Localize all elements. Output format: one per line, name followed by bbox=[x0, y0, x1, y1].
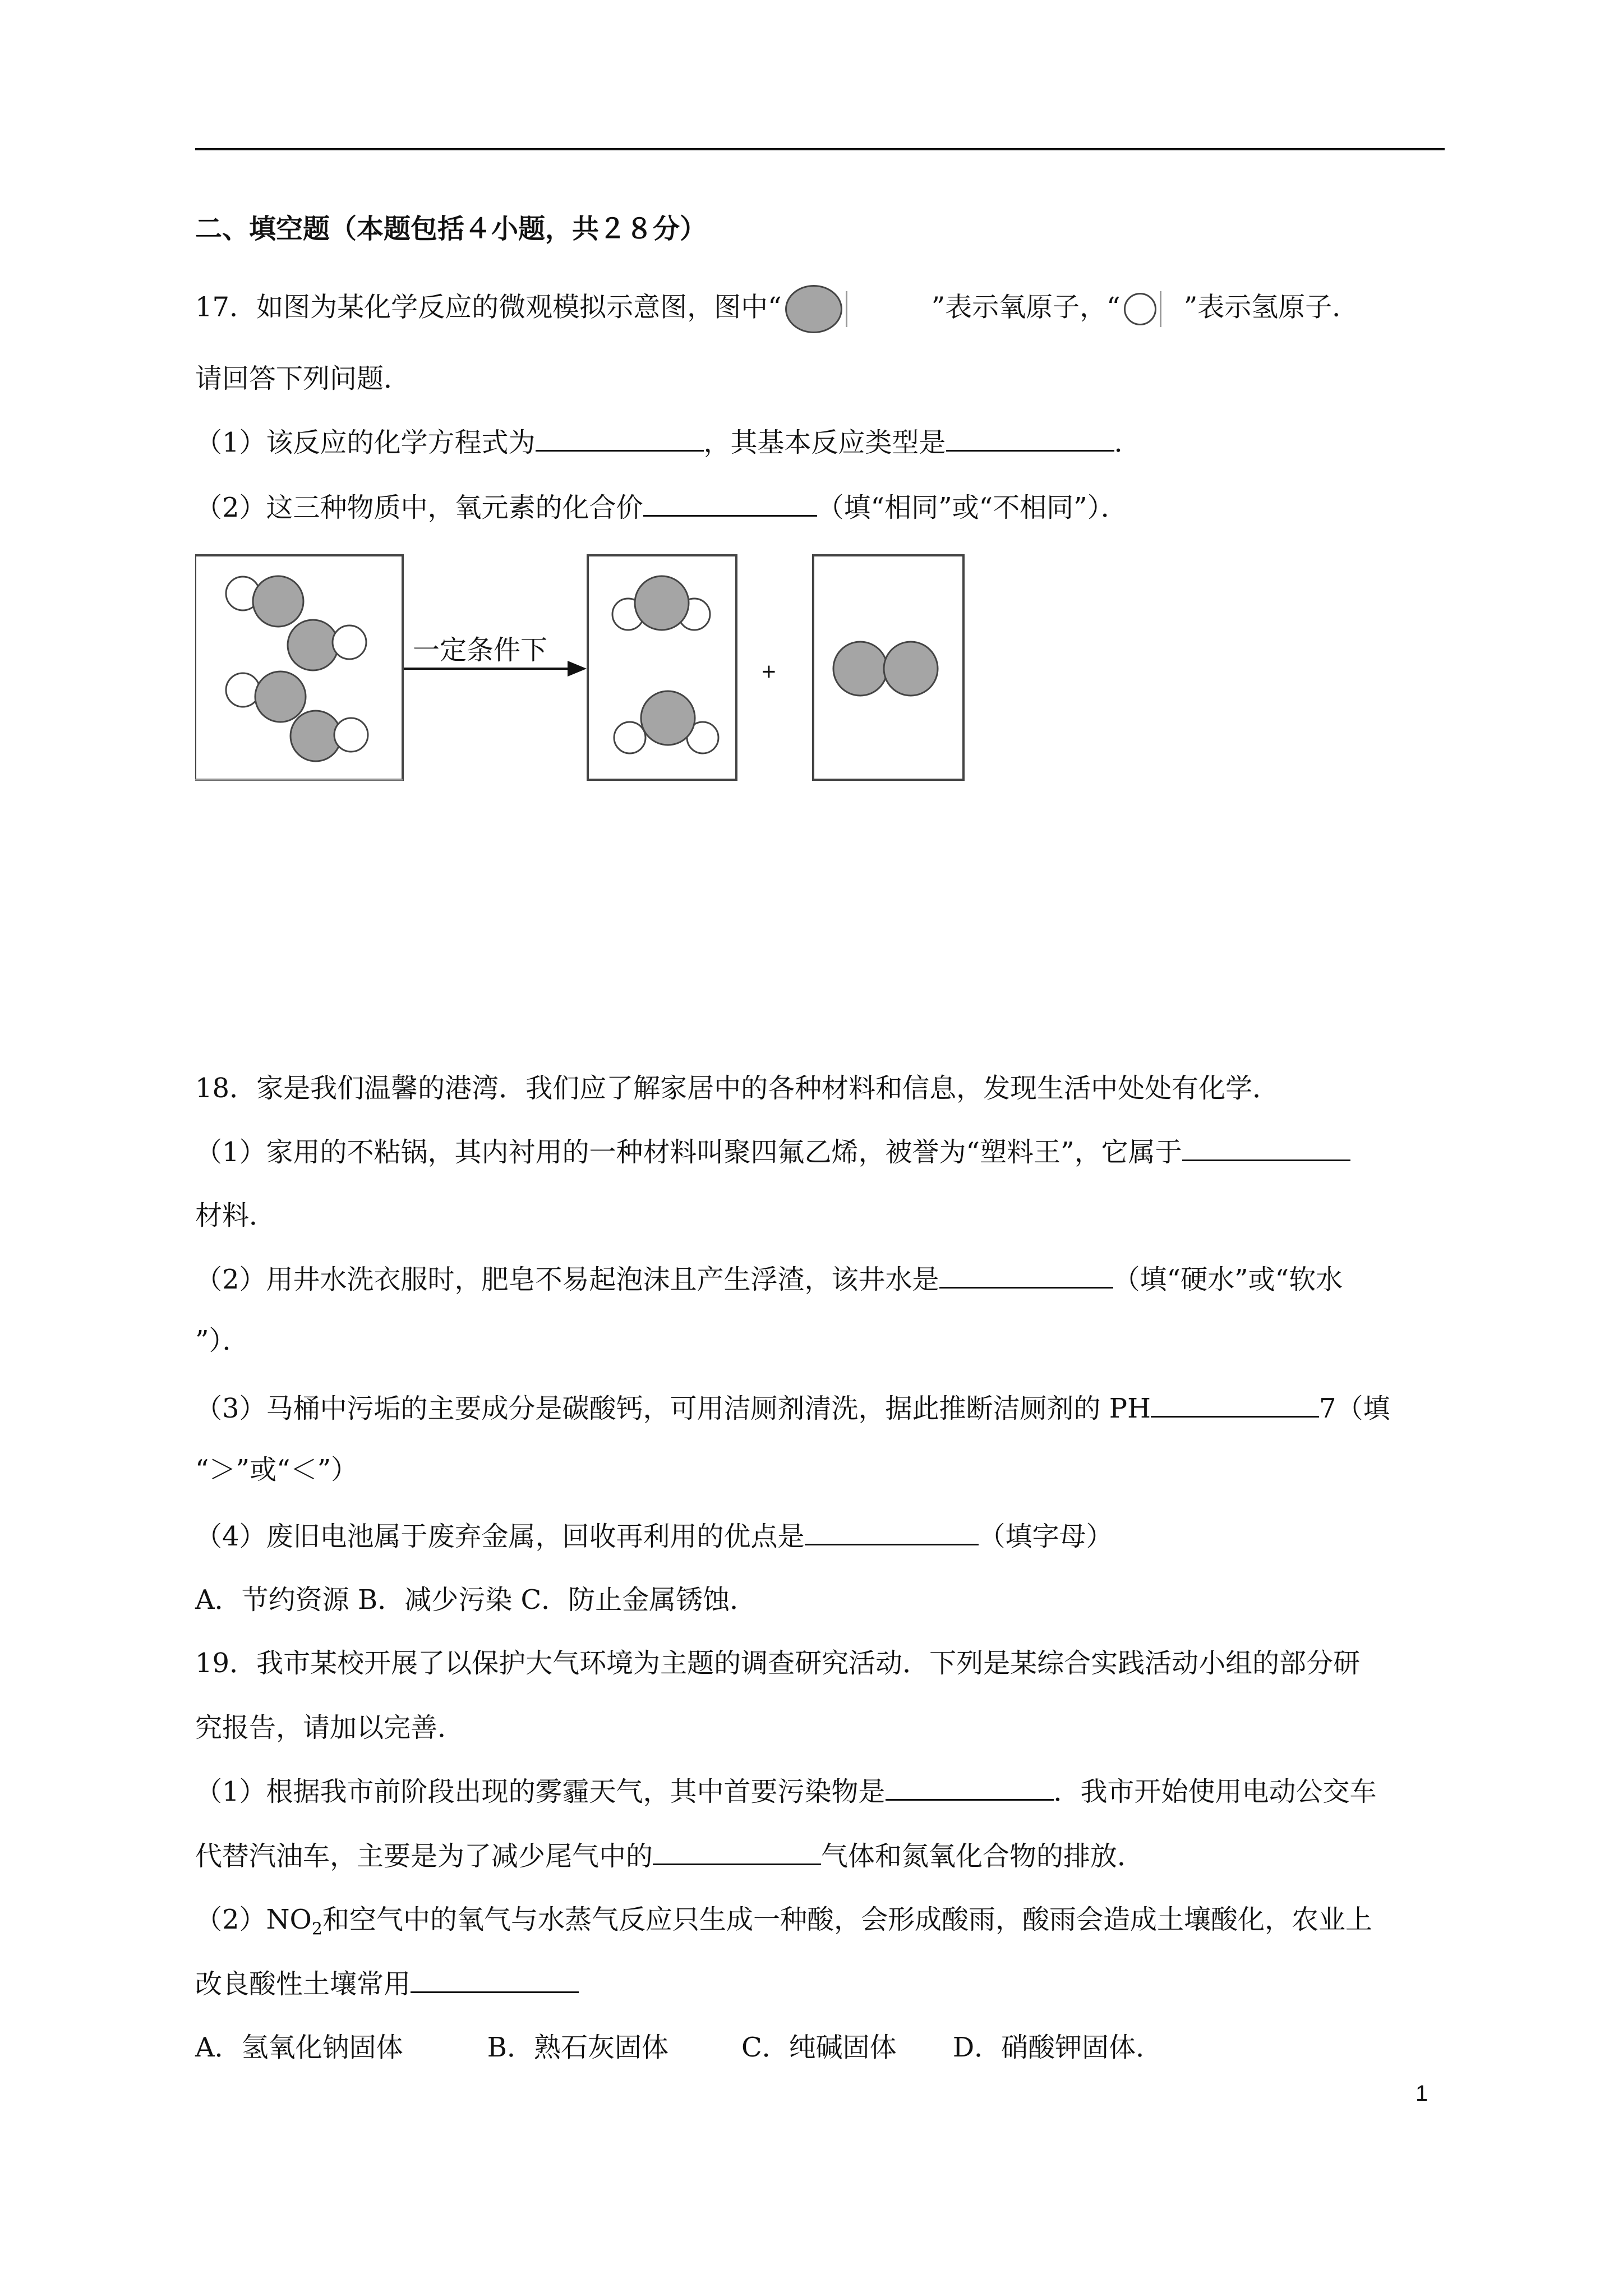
answer-blank[interactable] bbox=[411, 1967, 579, 1993]
q19-p1-b: ．我市开始使用电动公交车 bbox=[1053, 1776, 1377, 1807]
q18-part1 bbox=[195, 1135, 1350, 1169]
q17-p1-b: ，其基本反应类型是 bbox=[703, 427, 946, 458]
q18-p3-a: （3）马桶中污垢的主要成分是碳酸钙，可用洁厕剂清洗，据此推断洁厕剂的 PH bbox=[195, 1393, 1151, 1424]
reaction-diagram bbox=[195, 550, 969, 785]
q18-part4 bbox=[195, 1519, 1113, 1553]
q18-part2-cont: ”）． bbox=[195, 1325, 250, 1356]
q17-part2 bbox=[195, 490, 1128, 524]
q17-p1-a: （1）该反应的化学方程式为 bbox=[195, 427, 536, 458]
legend-divider bbox=[846, 291, 847, 327]
top-rule bbox=[195, 148, 1445, 150]
answer-blank[interactable] bbox=[946, 425, 1114, 452]
q17-intro-b: ”表示氧原子，“ bbox=[931, 291, 1121, 323]
answer-blank[interactable] bbox=[886, 1774, 1054, 1801]
answer-blank[interactable] bbox=[1182, 1135, 1350, 1161]
q18-part3 bbox=[195, 1391, 1390, 1425]
q19-p1-d: 气体和氮氧化合物的排放． bbox=[821, 1841, 1145, 1872]
q19-p2-b: 改良酸性土壤常用 bbox=[195, 1968, 411, 2000]
answer-blank[interactable] bbox=[939, 1262, 1113, 1289]
oxygen-atom bbox=[833, 642, 887, 696]
answer-blank[interactable] bbox=[805, 1519, 979, 1545]
q19-intro: 19．我市某校开展了以保护大气环境为主题的调查研究活动．下列是某综合实践活动小组的部分研 bbox=[195, 1648, 1361, 1679]
q18-p2-a: （2）用井水洗衣服时，肥皂不易起泡沫且产生浮渣，该井水是 bbox=[195, 1264, 939, 1295]
q19-option-b: B．熟石灰固体 bbox=[487, 2032, 668, 2063]
oxygen-atom bbox=[253, 576, 303, 627]
oxygen-atom bbox=[635, 576, 689, 630]
answer-blank[interactable] bbox=[643, 490, 817, 517]
q19-p1-c: 代替汽油车，主要是为了减少尾气中的 bbox=[195, 1841, 653, 1872]
q19-part1 bbox=[195, 1774, 1377, 1809]
q18-p4-b: （填字母） bbox=[978, 1521, 1113, 1552]
q19-p2-a: 和空气中的氧气与水蒸气反应只生成一种酸，会形成酸雨，酸雨会造成土壤酸化，农业上 bbox=[322, 1904, 1373, 1935]
q18-p4-a: （4）废旧电池属于废弃金属，回收再利用的优点是 bbox=[195, 1521, 805, 1552]
oxygen-atom bbox=[641, 691, 695, 745]
q18-p2-b: （填“硬水”或“软水 bbox=[1113, 1264, 1343, 1295]
hydrogen-atom bbox=[333, 625, 366, 659]
oxygen-atom bbox=[255, 671, 306, 722]
q18-intro: 18．家是我们温馨的港湾．我们应了解家居中的各种材料和信息，发现生活中处处有化学． bbox=[195, 1073, 1280, 1104]
q18-p1-a: （1）家用的不粘锅，其内衬用的一种材料叫聚四氟乙烯，被誉为“塑料王”，它属于 bbox=[195, 1137, 1182, 1168]
reaction-arrow-head bbox=[568, 661, 587, 677]
section-title: 二、填空题（本题包括４小题，共２８分） bbox=[195, 213, 707, 245]
q19-option-d: D．硝酸钾固体． bbox=[952, 2032, 1163, 2063]
q18-part3-cont: “＞”或“＜”） bbox=[195, 1454, 358, 1485]
q19-option-c: C．纯碱固体 bbox=[741, 2032, 897, 2063]
q19-options bbox=[195, 2031, 1163, 2064]
answer-blank[interactable] bbox=[536, 425, 704, 452]
q19-p2-sub: 2 bbox=[311, 1919, 322, 1939]
page-number: 1 bbox=[1415, 2081, 1428, 2106]
oxygen-atom bbox=[291, 711, 341, 761]
legend-divider bbox=[1160, 291, 1161, 327]
q17-p2-b: （填“相同”或“不相同”）． bbox=[817, 492, 1128, 523]
q17-part1 bbox=[195, 425, 1141, 459]
hydrogen-atom-icon bbox=[1124, 293, 1156, 325]
q17-intro-c: ”表示氢原子． bbox=[1183, 291, 1359, 323]
q17-intro-a: 17．如图为某化学反应的微观模拟示意图，图中“ bbox=[195, 291, 782, 323]
q19-part2 bbox=[195, 1903, 1372, 1947]
q18-part1-cont: 材料． bbox=[195, 1200, 276, 1231]
arrow-label: 一定条件下 bbox=[413, 636, 548, 665]
q19-part2-cont bbox=[195, 1967, 579, 2001]
q18-p3-b: 7（填 bbox=[1318, 1393, 1390, 1424]
q19-p1-a: （1）根据我市前阶段出现的雾霾天气，其中首要污染物是 bbox=[195, 1776, 886, 1807]
hydrogen-atom bbox=[614, 722, 645, 753]
q19-option-a: A．氢氧化钠固体 bbox=[195, 2032, 403, 2063]
q17-p2-a: （2）这三种物质中，氧元素的化合价 bbox=[195, 492, 643, 523]
q18-part2 bbox=[195, 1262, 1343, 1296]
q17-intro-line2: 请回答下列问题． bbox=[195, 363, 411, 394]
answer-blank[interactable] bbox=[653, 1839, 821, 1865]
hydrogen-atom bbox=[226, 673, 260, 707]
q17-intro bbox=[195, 285, 1359, 333]
q19-part1-cont bbox=[195, 1839, 1144, 1873]
oxygen-atom bbox=[884, 642, 938, 696]
oxygen-atom bbox=[288, 620, 338, 670]
q19-intro-line2: 究报告，请加以完善． bbox=[195, 1712, 465, 1743]
answer-blank[interactable] bbox=[1151, 1391, 1319, 1418]
q17-p1-c: ． bbox=[1114, 427, 1141, 458]
q18-options: A．节约资源 B．减少污染 C．防止金属锈蚀． bbox=[195, 1584, 757, 1616]
q19-p2-pre: （2）NO bbox=[195, 1904, 312, 1935]
plus-sign: + bbox=[762, 658, 776, 685]
hydrogen-atom bbox=[334, 718, 368, 752]
oxygen-atom-icon bbox=[785, 285, 842, 333]
